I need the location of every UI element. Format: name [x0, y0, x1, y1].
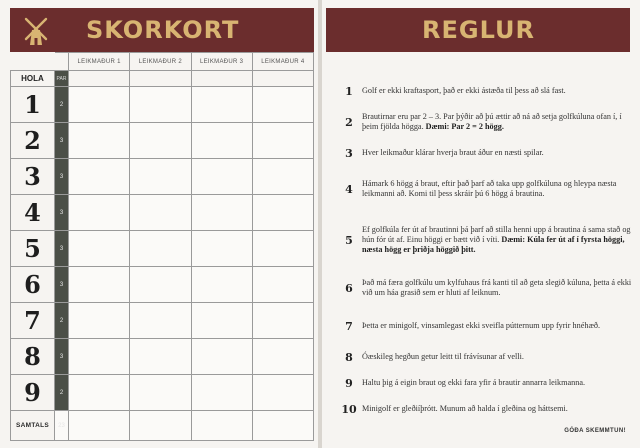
par-value: 2: [55, 87, 69, 123]
rule-text: Haltu þig á eigin braut og ekki fara yfir á brautir annarra leikmanna.: [362, 377, 586, 387]
rule-item: [336, 166, 636, 212]
rule-item: [336, 396, 636, 422]
rule-item: [336, 212, 636, 268]
score-cell[interactable]: [191, 267, 252, 303]
player-2-header: LEIKMAÐUR 2: [130, 53, 191, 71]
score-cell[interactable]: [191, 195, 252, 231]
score-cell[interactable]: [69, 195, 130, 231]
player-4-header: LEIKMAÐUR 4: [252, 53, 313, 71]
rule-item: [336, 268, 636, 308]
score-cell[interactable]: [69, 231, 130, 267]
rule-item: [336, 344, 636, 370]
rule-number: 5: [345, 233, 353, 247]
score-cell[interactable]: [69, 267, 130, 303]
scorecard-title: SKORKORT: [86, 16, 240, 44]
rule-item: [336, 370, 636, 396]
rules-list: [336, 78, 636, 422]
score-cell[interactable]: [252, 87, 313, 123]
total-cell[interactable]: [130, 411, 191, 441]
hole-number: 4: [11, 195, 55, 231]
hole-number: 8: [11, 339, 55, 375]
hole-number: 7: [11, 303, 55, 339]
par-value: 3: [55, 123, 69, 159]
score-cell[interactable]: [252, 123, 313, 159]
score-cell[interactable]: [69, 375, 130, 411]
score-cell[interactable]: [191, 375, 252, 411]
total-row: [11, 411, 314, 441]
player-1-header: LEIKMAÐUR 1: [69, 53, 130, 71]
rule-number: 10: [341, 402, 357, 416]
score-cell[interactable]: [252, 231, 313, 267]
rule-item: [336, 140, 636, 166]
rule-number: 3: [345, 146, 353, 160]
hole-number: 3: [11, 159, 55, 195]
score-cell[interactable]: [191, 231, 252, 267]
score-cell[interactable]: [69, 339, 130, 375]
score-cell[interactable]: [130, 339, 191, 375]
score-cell[interactable]: [130, 87, 191, 123]
par-value: 3: [55, 159, 69, 195]
scorecard-page: [0, 0, 318, 448]
hole-row: [11, 231, 314, 267]
score-cell[interactable]: [252, 195, 313, 231]
hole-row: [11, 339, 314, 375]
rule-number: 6: [345, 281, 353, 295]
par-value: 2: [55, 303, 69, 339]
par-value: 3: [55, 339, 69, 375]
rule-number: 1: [345, 84, 353, 98]
rule-text: Golf er ekki kraftasport, það er ekki ástæða til þess að slá fast.: [362, 85, 566, 95]
total-label: SAMTALS: [11, 411, 55, 441]
score-cell[interactable]: [252, 159, 313, 195]
hole-row: [11, 195, 314, 231]
score-cell[interactable]: [191, 123, 252, 159]
hola-label: HOLA: [11, 71, 55, 87]
score-cell[interactable]: [69, 159, 130, 195]
total-cell[interactable]: [69, 411, 130, 441]
scorecard-table: [10, 52, 314, 441]
score-cell[interactable]: [130, 195, 191, 231]
hole-number: 1: [11, 87, 55, 123]
windmill-icon: [18, 12, 54, 48]
rule-text: Þetta er minigolf, vinsamlegast ekki sveifla pútternum upp fyrir hnéhæð.: [362, 320, 601, 330]
rule-text: Minigolf er gleðiíþrótt. Munum að halda í gleðina og háttsemi.: [362, 403, 568, 413]
par-value: 3: [55, 267, 69, 303]
scorecard-banner: [10, 8, 314, 52]
hole-row: [11, 375, 314, 411]
rule-number: 9: [345, 376, 353, 390]
score-cell[interactable]: [252, 303, 313, 339]
rule-number: 2: [345, 115, 353, 129]
rule-text: Óæskileg hegðun getur leitt til frávísunar af velli.: [362, 351, 524, 361]
total-cell[interactable]: [252, 411, 313, 441]
hole-row: [11, 267, 314, 303]
par-label: PAR: [55, 71, 69, 87]
rule-number: 8: [345, 350, 353, 364]
hole-number: 9: [11, 375, 55, 411]
rule-item: [336, 308, 636, 344]
rules-page: [322, 0, 640, 448]
hole-row: [11, 159, 314, 195]
total-cell[interactable]: [191, 411, 252, 441]
score-cell[interactable]: [191, 303, 252, 339]
score-cell[interactable]: [252, 339, 313, 375]
par-value: 2: [55, 375, 69, 411]
footer-text: GÓÐA SKEMMTUN!: [564, 428, 626, 434]
rules-banner: [326, 8, 630, 52]
score-cell[interactable]: [130, 123, 191, 159]
rule-text: Það má færa golfkúlu um kylfuhaus frá kanti til að geta slegið kúluna, þetta á ekki við um háa grasið sem er hluti af leiknum.: [362, 277, 632, 297]
rule-text: Brautirnar eru par 2 – 3. Par þýðir að þú ættir að ná að setja golfkúluna ofan í, í þeim fjölda högga. Dæmi: Par 2 = 2 högg.: [362, 111, 622, 131]
hole-row: [11, 123, 314, 159]
score-cell[interactable]: [69, 87, 130, 123]
rule-item: [336, 78, 636, 104]
par-value: 3: [55, 231, 69, 267]
par-value: 3: [55, 195, 69, 231]
total-par: 23: [55, 411, 69, 441]
rule-text: Ef golfkúla fer út af brautinni þá þarf að stilla henni upp á brautina á sama stað og hún fór út af. Einu höggi er bætt við í víti. Dæmi: Kúla fer út af í fyrsta höggi, næsta högg er þriðja höggið þitt.: [362, 224, 631, 255]
score-cell[interactable]: [191, 87, 252, 123]
hole-row: [11, 87, 314, 123]
score-cell[interactable]: [130, 231, 191, 267]
hole-number: 5: [11, 231, 55, 267]
rule-item: [336, 104, 636, 140]
score-cell[interactable]: [130, 159, 191, 195]
hole-number: 2: [11, 123, 55, 159]
rule-number: 4: [345, 182, 353, 196]
score-cell[interactable]: [191, 159, 252, 195]
rules-title: REGLUR: [422, 16, 535, 44]
hole-row: [11, 303, 314, 339]
score-cell[interactable]: [130, 303, 191, 339]
rule-text: Hver leikmaður klárar hverja braut áður en næsti spilar.: [362, 147, 544, 157]
score-cell[interactable]: [191, 339, 252, 375]
score-cell[interactable]: [69, 123, 130, 159]
hole-number: 6: [11, 267, 55, 303]
rule-text: Hámark 6 högg á braut, eftir það þarf að taka upp golfkúluna og hleypa næsta leikmanni að. Komi til þess skráir þú 6 högg á brautina.: [362, 178, 617, 198]
score-cell[interactable]: [252, 267, 313, 303]
score-cell[interactable]: [69, 303, 130, 339]
score-cell[interactable]: [130, 267, 191, 303]
score-cell[interactable]: [130, 375, 191, 411]
rule-number: 7: [345, 319, 353, 333]
player-3-header: LEIKMAÐUR 3: [191, 53, 252, 71]
score-cell[interactable]: [252, 375, 313, 411]
